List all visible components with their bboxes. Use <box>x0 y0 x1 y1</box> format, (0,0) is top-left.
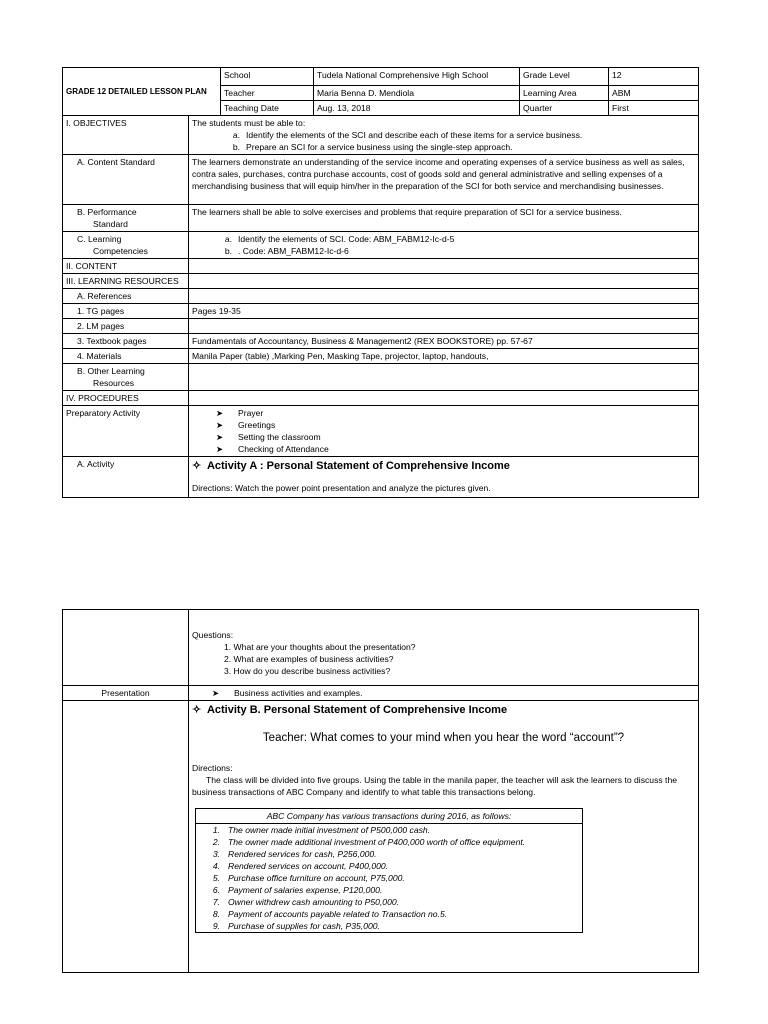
preparatory-item: ➤ Greetings <box>216 420 276 430</box>
question-item: 3. How do you describe business activities? <box>224 666 391 676</box>
activity-a-content <box>189 457 699 498</box>
transactions-header: ABC Company has various transactions during 2016, as follows: <box>196 809 582 824</box>
preparatory-list <box>189 406 699 457</box>
questions-content <box>189 610 699 686</box>
area-label: Learning Area <box>520 86 609 101</box>
arrow-bullet-icon: ➤ <box>216 420 224 430</box>
presentation-label: Presentation <box>63 686 189 701</box>
competency-item: b. . Code: ABM_FABM12-Ic-d-6 <box>224 246 349 256</box>
date-label: Teaching Date <box>221 101 314 116</box>
textbook-pages-label: 3. Textbook pages <box>63 334 189 349</box>
transaction-item: 9. Purchase of supplies for cash, P35,000. <box>212 921 380 931</box>
school-value: Tudela National Comprehensive High School <box>314 68 520 86</box>
teacher-label: Teacher <box>221 86 314 101</box>
materials-label: 4. Materials <box>63 349 189 364</box>
diamond-icon: ✧ <box>192 460 202 472</box>
preparatory-item: ➤ Checking of Attendance <box>216 444 329 454</box>
activity-b-content <box>189 701 699 973</box>
area-value: ABM <box>609 86 699 101</box>
directions-label: Directions: <box>192 763 233 773</box>
transaction-item: 1. The owner made initial investment of P500,000 cash. <box>212 825 431 835</box>
arrow-bullet-icon: ➤ <box>216 432 224 442</box>
activity-a-title: ✧ Activity A : Personal Statement of Comprehensive Income <box>192 460 510 472</box>
question-item: 2. What are examples of business activities? <box>224 654 394 664</box>
objective-item: a. Identify the elements of the SCI and describe each of these items for a service business. <box>232 130 583 140</box>
transaction-item: 7. Owner withdrew cash amounting to P50,000. <box>212 897 400 907</box>
question-item: 1. What are your thoughts about the presentation? <box>224 642 416 652</box>
tg-pages-label: 1. TG pages <box>63 304 189 319</box>
arrow-bullet-icon: ➤ <box>216 444 224 454</box>
directions-text: The class will be divided into five groups. Using the table in the manila paper, the teacher will ask the learners to discuss the business transactions of ABC Company and identify to what table this transactions belong. <box>192 775 677 797</box>
objectives-intro: The students must be able to: <box>192 118 306 128</box>
content-value <box>189 259 699 274</box>
lesson-plan-table-1 <box>62 67 699 498</box>
procedures-label: IV. PROCEDURES <box>63 391 189 406</box>
grade-value: 12 <box>609 68 699 86</box>
lm-pages-label: 2. LM pages <box>63 319 189 334</box>
other-resources-label: B. Other Learning Resources <box>63 364 189 391</box>
transaction-item: 8. Payment of accounts payable related to Transaction no.5. <box>212 909 448 919</box>
resources-label: III. LEARNING RESOURCES <box>63 274 189 289</box>
textbook-pages-value: Fundamentals of Accountancy, Business & Management2 (REX BOOKSTORE) pp. 57-67 <box>189 334 699 349</box>
performance-standard-text: The learners shall be able to solve exercises and problems that require preparation of SCI for a service business. <box>189 205 699 232</box>
content-label: II. CONTENT <box>63 259 189 274</box>
performance-standard-label: B. Performance Standard <box>63 205 189 232</box>
grade-label: Grade Level <box>520 68 609 86</box>
transaction-item: 2. The owner made additional investment of P400,000 worth of office equipment. <box>212 837 526 847</box>
activity-a-directions: Directions: Watch the power point presentation and analyze the pictures given. <box>192 483 491 493</box>
questions-label: Questions: <box>192 630 234 640</box>
transaction-item: 3. Rendered services for cash, P256,000. <box>212 849 377 859</box>
presentation-content: ➤ Business activities and examples. <box>189 686 699 701</box>
transaction-item: 6. Payment of salaries expense, P120,000. <box>212 885 383 895</box>
competencies-content <box>189 232 699 259</box>
objective-item: b. Prepare an SCI for a service business using the single-step approach. <box>232 142 513 152</box>
competencies-label: C. Learning Competencies <box>63 232 189 259</box>
arrow-bullet-icon: ➤ <box>216 408 224 418</box>
school-label: School <box>221 68 314 86</box>
transaction-item: 4. Rendered services on account, P400,000. <box>212 861 389 871</box>
diamond-icon: ✧ <box>192 704 202 716</box>
transaction-item: 5. Purchase office furniture on account, P75,000. <box>212 873 405 883</box>
transactions-box <box>195 808 583 933</box>
quarter-label: Quarter <box>520 101 609 116</box>
competency-item: a. Identify the elements of SCI. Code: ABM_FABM12-Ic-d-5 <box>224 234 455 244</box>
teacher-value: Maria Benna D. Mendiola <box>314 86 520 101</box>
content-standard-text: The learners demonstrate an understanding of the service income and operating expenses of a service business as well as sales, contra sales, purchases, contra purchase accounts, cost of goods sold and general administrative and selling expenses of a merchandising business that will equip him/her in the preparation of the SCI for both service and merchandising businesses. <box>189 155 699 205</box>
quarter-value: First <box>609 101 699 116</box>
lesson-plan-title: GRADE 12 DETAILED LESSON PLAN <box>63 68 221 116</box>
tg-pages-value: Pages 19-35 <box>189 304 699 319</box>
preparatory-activity-label: Preparatory Activity <box>63 406 189 457</box>
preparatory-item: ➤ Prayer <box>216 408 264 418</box>
lesson-plan-table-2 <box>62 609 699 973</box>
activity-label: A. Activity <box>63 457 189 498</box>
content-standard-label: A. Content Standard <box>63 155 189 205</box>
references-label: A. References <box>63 289 189 304</box>
preparatory-item: ➤ Setting the classroom <box>216 432 321 442</box>
objectives-content <box>189 116 699 155</box>
arrow-bullet-icon: ➤ <box>212 688 220 698</box>
activity-b-title: ✧ Activity B. Personal Statement of Comprehensive Income <box>192 704 508 716</box>
teacher-question: Teacher: What comes to your mind when you hear the word “account”? <box>262 732 625 744</box>
objectives-label: I. OBJECTIVES <box>63 116 189 155</box>
materials-value: Manila Paper (table) ,Marking Pen, Masking Tape, projector, laptop, handouts, <box>189 349 699 364</box>
date-value: Aug. 13, 2018 <box>314 101 520 116</box>
